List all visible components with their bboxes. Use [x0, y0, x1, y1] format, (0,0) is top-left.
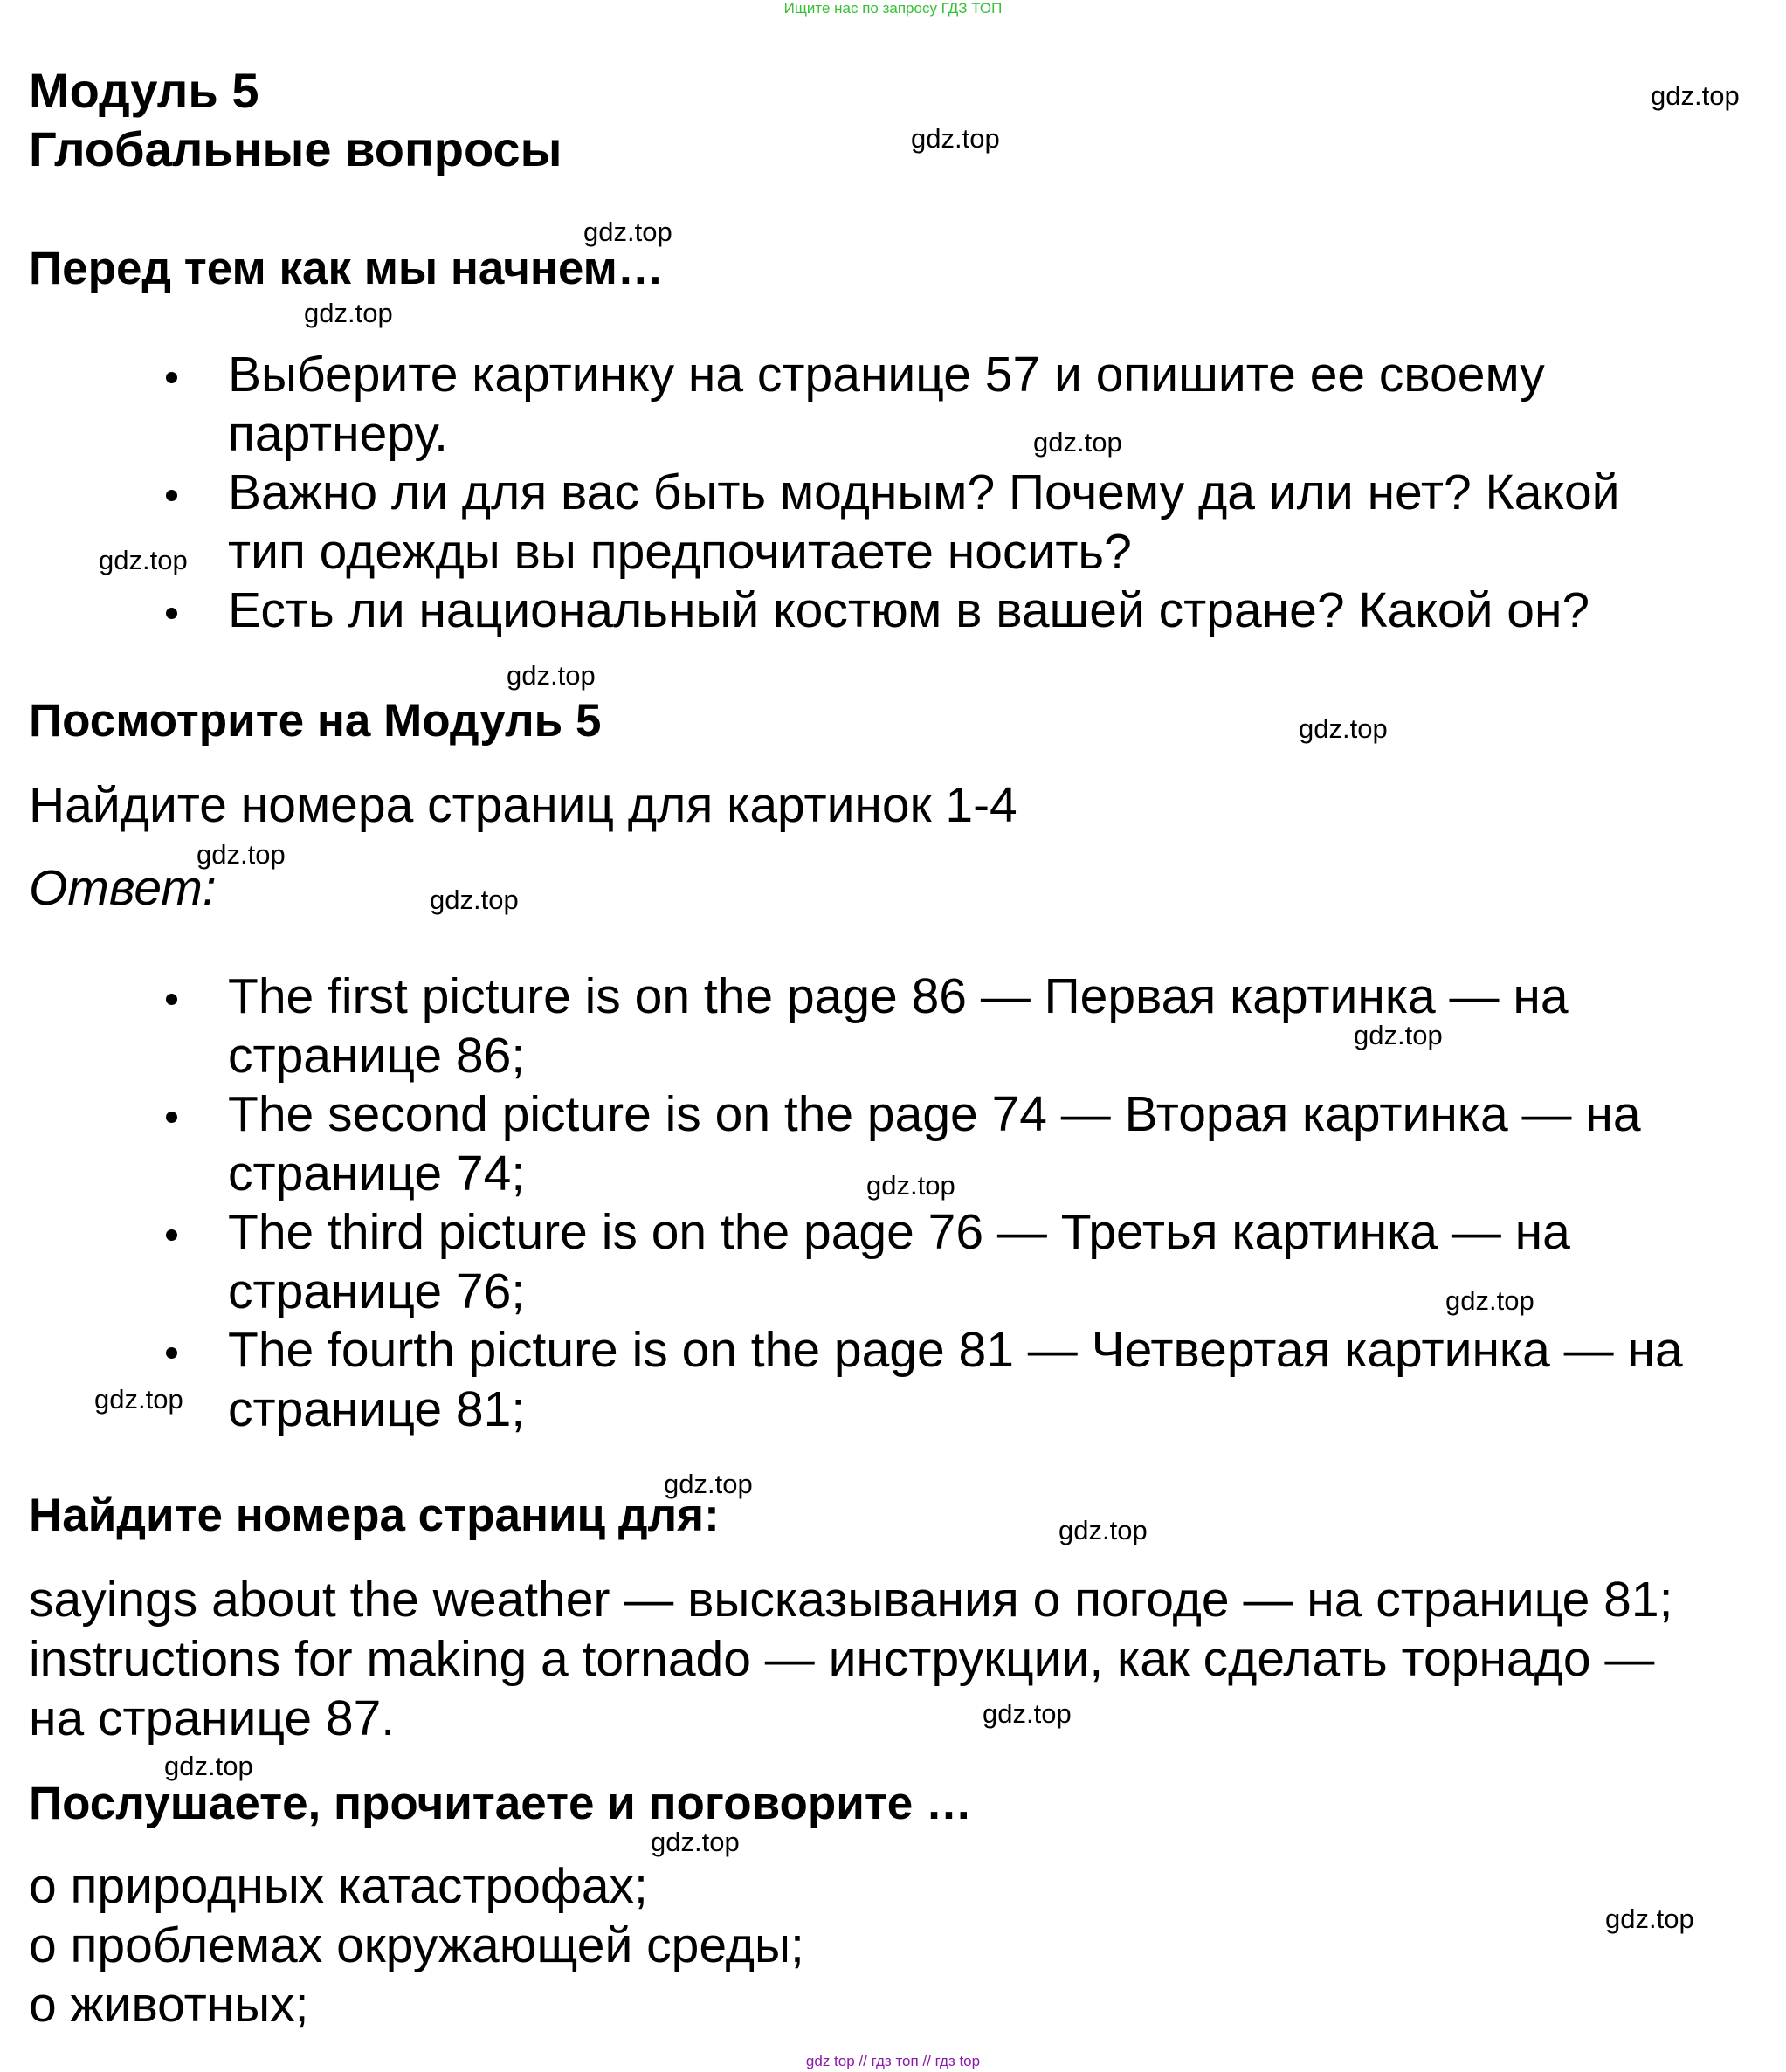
before-start-list: [157, 346, 1620, 641]
bottom-banner: gdz top // гдз топ // гдз top: [805, 2053, 981, 2069]
list-item-line: The fourth picture is on the page 81 — Четвертая картинка — на: [228, 1322, 1683, 1378]
list-item-line: странице 76;: [228, 1263, 526, 1319]
list-item-line: The third picture is on the page 76 — Третья картинка — на: [228, 1204, 1570, 1260]
list-item-line: The second picture is on the page 74 — Вторая картинка — на: [228, 1086, 1641, 1142]
answers-list: [157, 967, 1683, 1439]
bullet-icon: [166, 1229, 177, 1241]
watermark: gdz.top: [430, 885, 519, 915]
look-at-module-task: Найдите номера страниц для картинок 1-4: [29, 777, 1017, 833]
watermark: gdz.top: [99, 545, 188, 575]
bullet-icon: [166, 1347, 177, 1359]
list-item-line: Есть ли национальный костюм в вашей стране? Какой он?: [228, 582, 1590, 638]
list-item-line: Выберите картинку на странице 57 и опишите ее своему: [228, 347, 1545, 403]
topic-line: о проблемах окружающей среды;: [29, 1917, 804, 1973]
watermark: gdz.top: [866, 1170, 955, 1201]
topic-line: о природных катастрофах;: [29, 1858, 648, 1914]
watermark: gdz.top: [1651, 80, 1740, 111]
list-item: [157, 582, 1620, 641]
before-start-heading: Перед тем как мы начнем…: [29, 243, 664, 294]
watermark: gdz.top: [983, 1698, 1072, 1729]
list-item: [157, 346, 1620, 464]
watermark: gdz.top: [507, 660, 596, 691]
list-item-line: странице 74;: [228, 1145, 526, 1201]
watermark: gdz.top: [1033, 427, 1122, 458]
list-item: [157, 967, 1683, 1085]
list-item-line: партнеру.: [228, 405, 448, 462]
list-item-line: странице 86;: [228, 1027, 526, 1084]
bullet-icon: [166, 372, 177, 383]
listen-read-talk-heading: Послушаете, прочитаете и поговорите …: [29, 1778, 972, 1829]
answer-label: Ответ:: [29, 860, 217, 916]
list-item: [157, 1321, 1683, 1439]
bullet-icon: [166, 994, 177, 1005]
watermark: gdz.top: [94, 1384, 183, 1415]
watermark: gdz.top: [664, 1469, 753, 1499]
module-title: Модуль 5: [29, 63, 259, 118]
watermark: gdz.top: [164, 1751, 253, 1781]
watermark: gdz.top: [1299, 713, 1388, 744]
find-pages-heading: Найдите номера страниц для:: [29, 1490, 720, 1541]
topic-line: о животных;: [29, 1977, 309, 2033]
bullet-icon: [166, 490, 177, 501]
module-subtitle: Глобальные вопросы: [29, 121, 562, 176]
bullet-icon: [166, 608, 177, 619]
top-banner: Ищите нас по запросу ГДЗ ТОП: [783, 0, 1003, 17]
bullet-icon: [166, 1112, 177, 1123]
list-item-line: тип одежды вы предпочитаете носить?: [228, 523, 1132, 580]
watermark: gdz.top: [1445, 1285, 1534, 1316]
find-pages-line: sayings about the weather — высказывания о погоде — на странице 81;: [29, 1572, 1673, 1628]
watermark: gdz.top: [583, 217, 672, 247]
watermark: gdz.top: [304, 298, 393, 328]
look-at-module-heading: Посмотрите на Модуль 5: [29, 695, 602, 747]
watermark: gdz.top: [1605, 1903, 1694, 1934]
list-item-line: Важно ли для вас быть модным? Почему да или нет? Какой: [228, 465, 1620, 520]
list-item-line: странице 81;: [228, 1380, 526, 1437]
watermark: gdz.top: [1354, 1020, 1443, 1050]
list-item-line: The first picture is on the page 86 — Первая картинка — на: [228, 968, 1569, 1024]
watermark: gdz.top: [197, 839, 286, 870]
find-pages-line: instructions for making a tornado — инструкции, как сделать торнадо —: [29, 1631, 1655, 1687]
watermark: gdz.top: [1058, 1515, 1148, 1545]
watermark: gdz.top: [651, 1827, 740, 1857]
find-pages-line: на странице 87.: [29, 1690, 396, 1746]
watermark: gdz.top: [911, 123, 1000, 154]
list-item: [157, 464, 1620, 582]
